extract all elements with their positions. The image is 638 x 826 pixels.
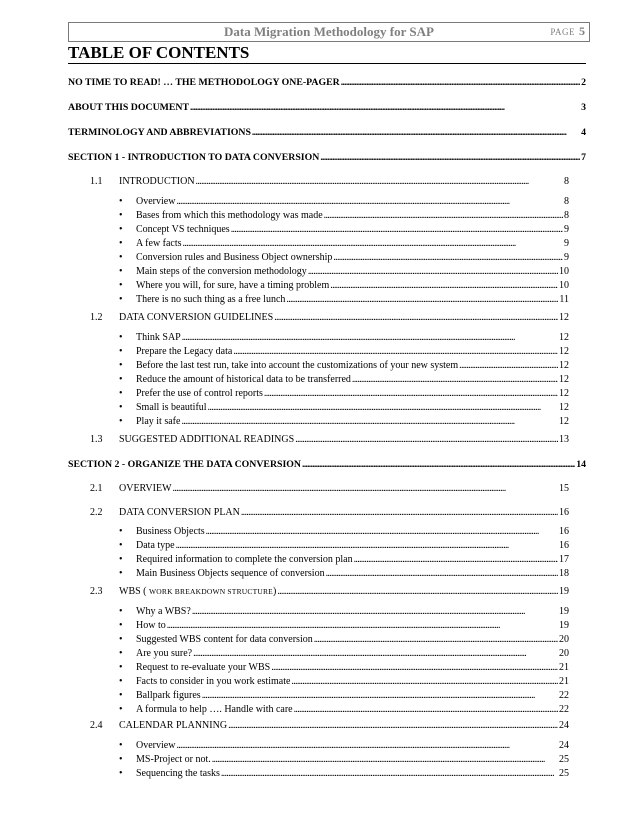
toc-bullet[interactable] bbox=[136, 525, 569, 539]
toc-entry-about[interactable] bbox=[68, 101, 586, 115]
toc-entry-label: NO TIME TO READ! … THE METHODOLOGY ONE-PAGER bbox=[68, 77, 340, 88]
dot-leader bbox=[302, 458, 575, 472]
bullet-icon: • bbox=[119, 540, 123, 551]
toc-bullet[interactable] bbox=[136, 237, 569, 251]
toc-entry-label: Overview bbox=[136, 740, 176, 751]
dot-leader bbox=[176, 195, 563, 209]
toc-subsection-2-4[interactable] bbox=[119, 719, 569, 733]
dot-leader bbox=[324, 209, 563, 223]
dot-leader bbox=[341, 76, 580, 90]
toc-bullet[interactable] bbox=[136, 675, 569, 689]
toc-entry-page: 19 bbox=[559, 606, 569, 617]
toc-entry-page: 12 bbox=[559, 312, 569, 323]
toc-entry-label: INTRODUCTION bbox=[119, 176, 195, 187]
toc-entry-page: 3 bbox=[581, 102, 586, 113]
toc-entry-page: 14 bbox=[576, 459, 586, 470]
dot-leader bbox=[231, 223, 563, 237]
wbs-expansion: WORK BREAKDOWN STRUCTURE bbox=[149, 587, 273, 596]
dot-leader bbox=[326, 567, 558, 581]
dot-leader bbox=[202, 689, 558, 703]
toc-bullet[interactable] bbox=[136, 331, 569, 345]
bullet-icon: • bbox=[119, 402, 123, 413]
toc-subsection-1-1[interactable] bbox=[119, 175, 569, 189]
dot-leader bbox=[192, 605, 558, 619]
toc-entry-page: 18 bbox=[559, 568, 569, 579]
dot-leader bbox=[314, 633, 558, 647]
toc-subsection-2-2[interactable] bbox=[119, 506, 569, 520]
dot-leader bbox=[193, 647, 558, 661]
page-header bbox=[68, 22, 590, 42]
toc-entry-section-2[interactable] bbox=[68, 458, 586, 472]
toc-subsection-1-2[interactable] bbox=[119, 311, 569, 325]
toc-entry-label: Why a WBS? bbox=[136, 606, 191, 617]
toc-entry-label: Where you will, for sure, have a timing problem bbox=[136, 280, 330, 291]
dot-leader bbox=[173, 482, 558, 496]
bullet-icon: • bbox=[119, 754, 123, 765]
toc-entry-label: MS-Project or not. bbox=[136, 754, 211, 765]
dot-leader bbox=[295, 433, 558, 447]
dot-leader bbox=[286, 293, 558, 307]
dot-leader bbox=[271, 661, 558, 675]
page-label: PAGE bbox=[550, 27, 575, 37]
bullet-icon: • bbox=[119, 280, 123, 291]
toc-entry-label: SECTION 2 - ORGANIZE THE DATA CONVERSION bbox=[68, 459, 301, 470]
toc-entry-page: 20 bbox=[559, 634, 569, 645]
toc-entry-page: 12 bbox=[559, 402, 569, 413]
page-indicator bbox=[550, 24, 585, 39]
bullet-icon: • bbox=[119, 620, 123, 631]
bullet-icon: • bbox=[119, 252, 123, 263]
bullet-icon: • bbox=[119, 768, 123, 779]
bullet-icon: • bbox=[119, 648, 123, 659]
toc-entry-page: 9 bbox=[564, 252, 569, 263]
subsection-number: 2.3 bbox=[90, 586, 103, 597]
document-title: Data Migration Methodology for SAP bbox=[224, 24, 434, 39]
dot-leader bbox=[333, 251, 563, 265]
toc-entry-label: A few facts bbox=[136, 238, 182, 249]
bullet-icon: • bbox=[119, 568, 123, 579]
toc-entry-page: 10 bbox=[559, 280, 569, 291]
dot-leader bbox=[206, 525, 558, 539]
dot-leader bbox=[241, 506, 558, 520]
toc-entry-terminology[interactable] bbox=[68, 126, 586, 140]
toc-entry-label: SECTION 1 - INTRODUCTION TO DATA CONVERSION bbox=[68, 152, 320, 163]
toc-bullet[interactable] bbox=[136, 647, 569, 661]
subsection-number: 2.4 bbox=[90, 720, 103, 731]
bullet-icon: • bbox=[119, 740, 123, 751]
bullet-icon: • bbox=[119, 416, 123, 427]
toc-entry-page: 8 bbox=[564, 210, 569, 221]
toc-entry-page: 24 bbox=[559, 740, 569, 751]
toc-entry-page: 4 bbox=[581, 127, 586, 138]
dot-leader bbox=[228, 719, 558, 733]
toc-entry-page: 21 bbox=[559, 676, 569, 687]
bullet-icon: • bbox=[119, 374, 123, 385]
toc-entry-label: Ballpark figures bbox=[136, 690, 201, 701]
toc-entry-page: 10 bbox=[559, 266, 569, 277]
toc-bullet[interactable] bbox=[136, 251, 569, 265]
bullet-icon: • bbox=[119, 224, 123, 235]
dot-leader bbox=[354, 553, 558, 567]
dot-leader bbox=[176, 739, 558, 753]
toc-entry-page: 8 bbox=[564, 176, 569, 187]
toc-bullet[interactable] bbox=[136, 223, 569, 237]
bullet-icon: • bbox=[119, 294, 123, 305]
toc-subsection-2-3[interactable] bbox=[119, 585, 569, 599]
dot-leader bbox=[167, 619, 558, 633]
subsection-number: 2.2 bbox=[90, 507, 103, 518]
toc-subsection-2-1[interactable] bbox=[119, 482, 569, 496]
toc-entry-label: Small is beautiful bbox=[136, 402, 207, 413]
toc-entry-section-1[interactable] bbox=[68, 151, 586, 165]
toc-entry-label: Main steps of the conversion methodology bbox=[136, 266, 307, 277]
toc-bullet[interactable] bbox=[136, 539, 569, 553]
toc-entry-label: Request to re-evaluate your WBS bbox=[136, 662, 271, 673]
dot-leader bbox=[208, 401, 558, 415]
toc-bullet[interactable] bbox=[136, 553, 569, 567]
toc-entry-label: ABOUT THIS DOCUMENT bbox=[68, 102, 190, 113]
toc-entry-page: 25 bbox=[559, 768, 569, 779]
subsection-number: 1.2 bbox=[90, 312, 103, 323]
toc-bullet[interactable] bbox=[136, 373, 569, 387]
dot-leader bbox=[352, 373, 558, 387]
toc-entry-label: Are you sure? bbox=[136, 648, 193, 659]
toc-entry-label: DATA CONVERSION PLAN bbox=[119, 507, 240, 518]
toc-bullet[interactable] bbox=[136, 661, 569, 675]
toc-entry-page: 12 bbox=[559, 374, 569, 385]
toc-entry-page: 11 bbox=[559, 294, 569, 305]
toc-entry-label: Prefer the use of control reports bbox=[136, 388, 263, 399]
bullet-icon: • bbox=[119, 662, 123, 673]
bullet-icon: • bbox=[119, 634, 123, 645]
toc-bullet[interactable] bbox=[136, 619, 569, 633]
toc-entry-label: Reduce the amount of historical data to be transferred bbox=[136, 374, 351, 385]
bullet-icon: • bbox=[119, 238, 123, 249]
toc-entry-page: 12 bbox=[559, 388, 569, 399]
toc-entry-page: 9 bbox=[564, 238, 569, 249]
wbs-close-paren: ) bbox=[272, 586, 277, 597]
toc-entry-page: 12 bbox=[559, 360, 569, 371]
toc-entry-one-pager[interactable] bbox=[68, 76, 586, 90]
toc-bullet[interactable] bbox=[136, 739, 569, 753]
toc-entry-label: Conversion rules and Business Object ownership bbox=[136, 252, 333, 263]
dot-leader bbox=[183, 237, 563, 251]
toc-entry-label: OVERVIEW bbox=[119, 483, 172, 494]
toc-bullet[interactable] bbox=[136, 195, 569, 209]
toc-entry-label: Business Objects bbox=[136, 526, 205, 537]
toc-entry-page: 12 bbox=[559, 416, 569, 427]
toc-bullet[interactable] bbox=[136, 605, 569, 619]
toc-entry-page: 15 bbox=[559, 483, 569, 494]
toc-entry-page: 17 bbox=[559, 554, 569, 565]
subsection-number: 2.1 bbox=[90, 483, 103, 494]
subsection-number: 1.3 bbox=[90, 434, 103, 445]
toc-entry-label: CALENDAR PLANNING bbox=[119, 720, 228, 731]
toc-bullet[interactable] bbox=[136, 293, 569, 307]
toc-bullet[interactable] bbox=[136, 209, 569, 223]
toc-entry-page: 8 bbox=[564, 196, 569, 207]
bullet-icon: • bbox=[119, 526, 123, 537]
toc-bullet[interactable] bbox=[136, 401, 569, 415]
toc-bullet[interactable] bbox=[136, 753, 569, 767]
toc-entry-label: Suggested WBS content for data conversion bbox=[136, 634, 313, 645]
toc-bullet[interactable] bbox=[136, 689, 569, 703]
bullet-icon: • bbox=[119, 676, 123, 687]
toc-entry-page: 25 bbox=[559, 754, 569, 765]
toc-entry-page: 2 bbox=[581, 77, 586, 88]
toc-entry-page: 12 bbox=[559, 332, 569, 343]
toc-bullet[interactable] bbox=[136, 265, 569, 279]
toc-entry-label: Prepare the Legacy data bbox=[136, 346, 233, 357]
dot-leader bbox=[459, 359, 558, 373]
page-number: 5 bbox=[579, 24, 585, 38]
dot-leader bbox=[330, 279, 558, 293]
bullet-icon: • bbox=[119, 196, 123, 207]
dot-leader bbox=[294, 703, 558, 717]
toc-entry-label: Required information to complete the conversion plan bbox=[136, 554, 353, 565]
dot-leader bbox=[196, 175, 563, 189]
toc-entry-label: Think SAP bbox=[136, 332, 181, 343]
toc-subsection-1-3[interactable] bbox=[119, 433, 569, 447]
toc-bullet[interactable] bbox=[136, 345, 569, 359]
toc-bullet[interactable] bbox=[136, 359, 569, 373]
toc-entry-label: There is no such thing as a free lunch bbox=[136, 294, 286, 305]
toc-entry-label: Play it safe bbox=[136, 416, 181, 427]
dot-leader bbox=[252, 126, 580, 140]
wbs-label: WBS ( bbox=[119, 586, 147, 597]
toc-entry-page: 22 bbox=[559, 690, 569, 701]
dot-leader bbox=[190, 101, 580, 115]
dot-leader bbox=[182, 331, 558, 345]
dot-leader bbox=[221, 767, 558, 781]
toc-bullet[interactable] bbox=[136, 633, 569, 647]
dot-leader bbox=[308, 265, 558, 279]
toc-bullet[interactable] bbox=[136, 279, 569, 293]
toc-entry-page: 9 bbox=[564, 224, 569, 235]
toc-bullet[interactable] bbox=[136, 567, 569, 581]
dot-leader bbox=[176, 539, 558, 553]
toc-bullet[interactable] bbox=[136, 387, 569, 401]
toc-entry-page: 7 bbox=[581, 152, 586, 163]
toc-entry-page: 16 bbox=[559, 507, 569, 518]
bullet-icon: • bbox=[119, 210, 123, 221]
toc-bullet[interactable] bbox=[136, 767, 569, 781]
toc-entry-label: Facts to consider in you work estimate bbox=[136, 676, 291, 687]
toc-entry-page: 24 bbox=[559, 720, 569, 731]
toc-divider bbox=[68, 63, 586, 64]
toc-entry-label: Main Business Objects sequence of conversion bbox=[136, 568, 325, 579]
bullet-icon: • bbox=[119, 690, 123, 701]
subsection-number: 1.1 bbox=[90, 176, 103, 187]
toc-entry-page: 21 bbox=[559, 662, 569, 673]
toc-entry-page: 19 bbox=[559, 620, 569, 631]
toc-entry-page: 12 bbox=[559, 346, 569, 357]
dot-leader bbox=[277, 585, 558, 599]
dot-leader bbox=[320, 151, 580, 165]
toc-entry-page: 16 bbox=[559, 540, 569, 551]
dot-leader bbox=[264, 387, 558, 401]
toc-bullet[interactable] bbox=[136, 703, 569, 717]
bullet-icon: • bbox=[119, 704, 123, 715]
toc-entry-label: Overview bbox=[136, 196, 176, 207]
bullet-icon: • bbox=[119, 332, 123, 343]
bullet-icon: • bbox=[119, 606, 123, 617]
toc-entry-page: 13 bbox=[559, 434, 569, 445]
bullet-icon: • bbox=[119, 346, 123, 357]
toc-entry-page: 22 bbox=[559, 704, 569, 715]
toc-entry-label: Concept VS techniques bbox=[136, 224, 230, 235]
dot-leader bbox=[233, 345, 558, 359]
dot-leader bbox=[181, 415, 558, 429]
toc-entry-page: 19 bbox=[559, 586, 569, 597]
toc-entry-label: Sequencing the tasks bbox=[136, 768, 220, 779]
toc-entry-page: 20 bbox=[559, 648, 569, 659]
toc-heading: TABLE OF CONTENTS bbox=[68, 43, 250, 62]
dot-leader bbox=[291, 675, 558, 689]
toc-entry-label: Bases from which this methodology was made bbox=[136, 210, 323, 221]
dot-leader bbox=[212, 753, 558, 767]
bullet-icon: • bbox=[119, 554, 123, 565]
toc-entry-label: TERMINOLOGY AND ABBREVIATIONS bbox=[68, 127, 251, 138]
dot-leader bbox=[274, 311, 558, 325]
bullet-icon: • bbox=[119, 266, 123, 277]
toc-entry-page: 16 bbox=[559, 526, 569, 537]
toc-entry-label bbox=[119, 585, 276, 599]
toc-entry-label: Data type bbox=[136, 540, 175, 551]
toc-entry-label: Before the last test run, take into account the customizations of your new system bbox=[136, 360, 459, 371]
toc-entry-label: SUGGESTED ADDITIONAL READINGS bbox=[119, 434, 295, 445]
toc-entry-label: DATA CONVERSION GUIDELINES bbox=[119, 312, 274, 323]
bullet-icon: • bbox=[119, 360, 123, 371]
toc-entry-label: A formula to help …. Handle with care bbox=[136, 704, 293, 715]
toc-entry-label: How to bbox=[136, 620, 166, 631]
bullet-icon: • bbox=[119, 388, 123, 399]
toc-bullet[interactable] bbox=[136, 415, 569, 429]
